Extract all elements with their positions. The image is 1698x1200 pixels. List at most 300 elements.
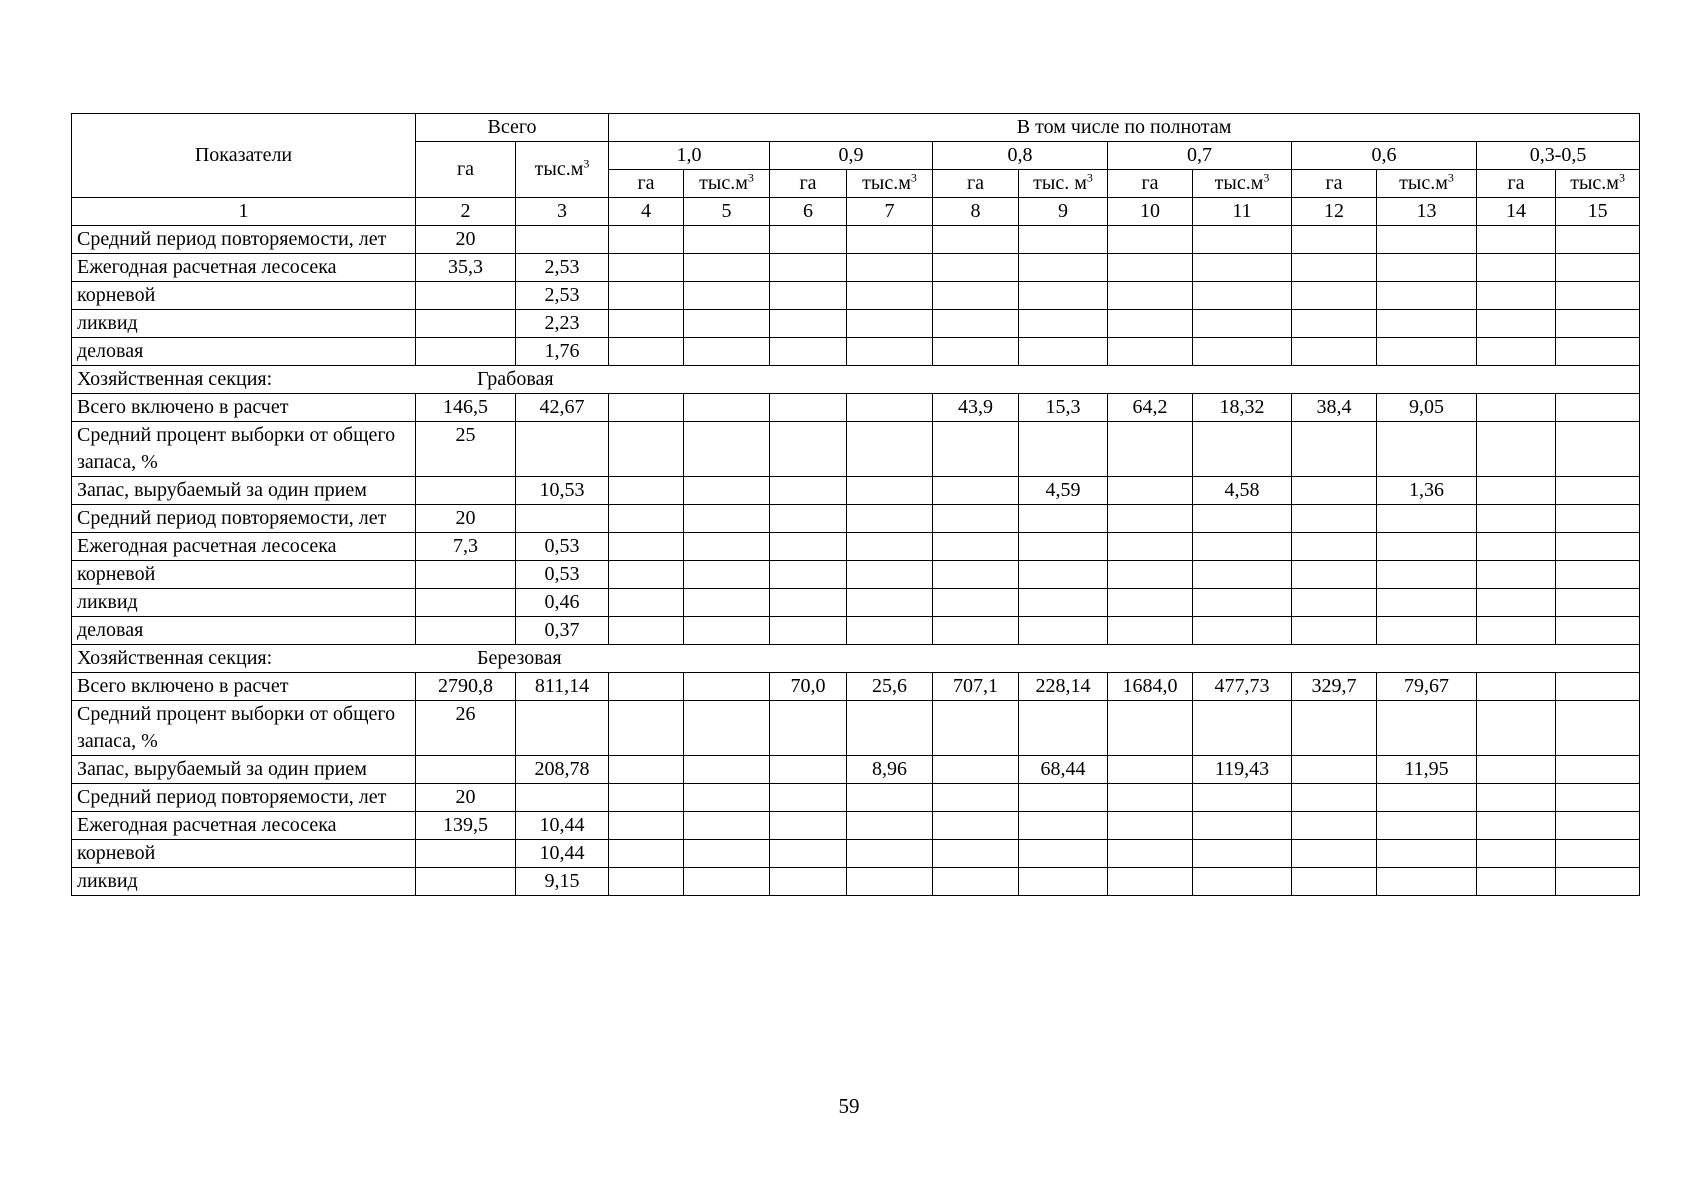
- table-cell: 2,23: [516, 310, 609, 338]
- table-cell: 9,15: [516, 868, 609, 896]
- table-row: [72, 673, 1640, 701]
- table-row: [72, 840, 1640, 868]
- table-cell: [416, 477, 516, 505]
- table-cell: [1377, 784, 1477, 812]
- section-name: Березовая: [477, 647, 562, 669]
- row-label: ликвид: [72, 868, 416, 896]
- table-cell: 10,44: [516, 812, 609, 840]
- subheader-volume: [1377, 170, 1477, 198]
- table-cell: [1556, 477, 1640, 505]
- row-label: Средний процент выборки от общего запаса, %: [72, 701, 416, 756]
- table-cell: [684, 756, 770, 784]
- page-number: 59: [838, 1094, 860, 1118]
- table-cell: [770, 868, 847, 896]
- table-cell: [770, 338, 847, 366]
- table-cell: [1193, 561, 1292, 589]
- subheader-volume: [1193, 170, 1292, 198]
- table-cell: [1108, 282, 1193, 310]
- table-cell: [1193, 282, 1292, 310]
- column-number: 8: [933, 198, 1019, 226]
- table-cell: [770, 701, 847, 756]
- table-cell: [684, 812, 770, 840]
- table-cell: 10,53: [516, 477, 609, 505]
- subheader-volume: [684, 170, 770, 198]
- table-row: [72, 784, 1640, 812]
- table-cell: [609, 533, 684, 561]
- table-row: [72, 422, 1640, 477]
- table-cell: [770, 533, 847, 561]
- table-row: [72, 226, 1640, 254]
- table-cell: [1377, 254, 1477, 282]
- header-unit-text: тыс.м: [699, 172, 748, 194]
- table-cell: 25: [416, 422, 516, 477]
- table-cell: [1477, 701, 1556, 756]
- table-cell: [1556, 784, 1640, 812]
- table-cell: [1193, 840, 1292, 868]
- table-cell: [1477, 394, 1556, 422]
- table-cell: [416, 840, 516, 868]
- table-cell: [416, 868, 516, 896]
- table-cell: [684, 422, 770, 477]
- table-cell: [933, 282, 1019, 310]
- row-label: Средний период повторяемости, лет: [72, 226, 416, 254]
- table-cell: [847, 868, 933, 896]
- table-cell: [847, 589, 933, 617]
- column-number: 6: [770, 198, 847, 226]
- table-cell: [1377, 561, 1477, 589]
- table-cell: [1556, 840, 1640, 868]
- table-cell: [770, 617, 847, 645]
- table-cell: [933, 756, 1019, 784]
- table-cell: 208,78: [516, 756, 609, 784]
- row-label: Ежегодная расчетная лесосека: [72, 533, 416, 561]
- table-cell: [609, 477, 684, 505]
- table-cell: [847, 422, 933, 477]
- table-cell: [847, 701, 933, 756]
- table-cell: 26: [416, 701, 516, 756]
- table-cell: [933, 561, 1019, 589]
- table-cell: [1193, 226, 1292, 254]
- table-cell: [847, 505, 933, 533]
- table-cell: 1684,0: [1108, 673, 1193, 701]
- table-cell: [1477, 561, 1556, 589]
- table-cell: [684, 617, 770, 645]
- table-cell: [516, 784, 609, 812]
- table-row: [72, 282, 1640, 310]
- table-cell: [1292, 784, 1377, 812]
- header-unit-text: тыс.м: [1214, 172, 1264, 194]
- table-cell: [933, 310, 1019, 338]
- column-number: 15: [1556, 198, 1640, 226]
- section-label: Хозяйственная секция:: [77, 368, 273, 390]
- table-cell: 35,3: [416, 254, 516, 282]
- subheader-volume: [1019, 170, 1108, 198]
- subheader-ha: га: [1292, 170, 1377, 198]
- table-cell: 42,67: [516, 394, 609, 422]
- row-label: Ежегодная расчетная лесосека: [72, 254, 416, 282]
- table-cell: [1292, 282, 1377, 310]
- header-unit-text: тыс.м: [1570, 172, 1619, 194]
- table-cell: [933, 868, 1019, 896]
- table-cell: [416, 589, 516, 617]
- table-cell: [1019, 701, 1108, 756]
- column-number: 7: [847, 198, 933, 226]
- table-cell: [684, 254, 770, 282]
- table-cell: [1556, 422, 1640, 477]
- table-cell: [933, 617, 1019, 645]
- table-cell: [684, 477, 770, 505]
- table-cell: [770, 812, 847, 840]
- unit-superscript: 3: [747, 170, 754, 185]
- table-row: [72, 310, 1640, 338]
- table-cell: [516, 701, 609, 756]
- table-cell: [609, 617, 684, 645]
- table-cell: [1477, 812, 1556, 840]
- header-unit-text: тыс.м: [1399, 172, 1448, 194]
- section-name: Грабовая: [477, 368, 554, 390]
- table-cell: [770, 589, 847, 617]
- table-cell: 43,9: [933, 394, 1019, 422]
- table-cell: [1292, 617, 1377, 645]
- table-cell: [1108, 812, 1193, 840]
- table-cell: [1377, 840, 1477, 868]
- table-cell: [1556, 310, 1640, 338]
- table-cell: [933, 840, 1019, 868]
- table-row: [72, 505, 1640, 533]
- table-cell: [933, 226, 1019, 254]
- row-label: Всего включено в расчет: [72, 394, 416, 422]
- table-cell: [684, 394, 770, 422]
- table-cell: [1556, 701, 1640, 756]
- table-cell: [1019, 282, 1108, 310]
- table-cell: 228,14: [1019, 673, 1108, 701]
- subheader-ha: га: [1108, 170, 1193, 198]
- table-row: [72, 617, 1640, 645]
- table-cell: [1019, 533, 1108, 561]
- table-cell: [684, 701, 770, 756]
- table-cell: 1,76: [516, 338, 609, 366]
- table-cell: [770, 394, 847, 422]
- table-cell: [609, 784, 684, 812]
- table-cell: [1108, 868, 1193, 896]
- table-cell: [684, 561, 770, 589]
- subheader-volume: [1556, 170, 1640, 198]
- table-cell: [609, 394, 684, 422]
- unit-superscript: 3: [583, 156, 590, 171]
- table-cell: [847, 254, 933, 282]
- section-header: [72, 366, 1640, 394]
- table-cell: 139,5: [416, 812, 516, 840]
- table-cell: [1108, 589, 1193, 617]
- table-cell: [684, 338, 770, 366]
- table-cell: [609, 254, 684, 282]
- table-cell: [770, 561, 847, 589]
- table-cell: [609, 282, 684, 310]
- row-label: деловая: [72, 617, 416, 645]
- column-number: 12: [1292, 198, 1377, 226]
- table-cell: [1019, 868, 1108, 896]
- table-cell: [1292, 868, 1377, 896]
- table-cell: [770, 422, 847, 477]
- table-cell: 15,3: [1019, 394, 1108, 422]
- table-cell: [1377, 226, 1477, 254]
- table-cell: [609, 310, 684, 338]
- table-cell: [1477, 784, 1556, 812]
- table-cell: [1019, 254, 1108, 282]
- table-cell: [1108, 254, 1193, 282]
- table-cell: [609, 868, 684, 896]
- table-cell: 477,73: [1193, 673, 1292, 701]
- table-cell: [1477, 226, 1556, 254]
- row-label: корневой: [72, 840, 416, 868]
- table-cell: 1,36: [1377, 477, 1477, 505]
- table-cell: [1019, 589, 1108, 617]
- table-cell: [1108, 310, 1193, 338]
- table-cell: [1377, 617, 1477, 645]
- table-cell: [684, 589, 770, 617]
- header-by-density: В том числе по полнотам: [609, 114, 1640, 142]
- table-cell: [1377, 868, 1477, 896]
- table-cell: [847, 338, 933, 366]
- table-cell: [684, 310, 770, 338]
- table-cell: [847, 477, 933, 505]
- table-cell: [1019, 338, 1108, 366]
- table-cell: [609, 561, 684, 589]
- table-cell: [1108, 533, 1193, 561]
- table-cell: 4,59: [1019, 477, 1108, 505]
- table-row: [72, 254, 1640, 282]
- table-cell: [609, 589, 684, 617]
- table-cell: 20: [416, 226, 516, 254]
- table-cell: [1108, 756, 1193, 784]
- table-cell: [1556, 617, 1640, 645]
- table-cell: [416, 282, 516, 310]
- section-header: [72, 645, 1640, 673]
- column-number: 5: [684, 198, 770, 226]
- table-cell: [1556, 254, 1640, 282]
- unit-superscript: 3: [1618, 170, 1625, 185]
- header-total: Всего: [416, 114, 609, 142]
- table-cell: [1477, 756, 1556, 784]
- subheader-ha: га: [933, 170, 1019, 198]
- unit-superscript: 3: [1086, 170, 1093, 185]
- table-cell: [416, 338, 516, 366]
- table-cell: 70,0: [770, 673, 847, 701]
- table-cell: [609, 673, 684, 701]
- table-cell: [1193, 617, 1292, 645]
- column-number: 10: [1108, 198, 1193, 226]
- table-cell: [1477, 533, 1556, 561]
- table-cell: [684, 673, 770, 701]
- table-cell: [1193, 338, 1292, 366]
- table-row: [72, 338, 1640, 366]
- subheader-ha: га: [609, 170, 684, 198]
- table-cell: [933, 533, 1019, 561]
- table-cell: [684, 784, 770, 812]
- table-cell: [1292, 310, 1377, 338]
- table-cell: [1377, 533, 1477, 561]
- table-cell: [1019, 840, 1108, 868]
- table-cell: [1477, 617, 1556, 645]
- table-cell: [770, 254, 847, 282]
- table-cell: [1193, 422, 1292, 477]
- table-cell: [1292, 226, 1377, 254]
- table-cell: [609, 840, 684, 868]
- table-cell: [933, 784, 1019, 812]
- table-cell: [1292, 756, 1377, 784]
- table-row: [72, 701, 1640, 756]
- table-cell: [1193, 701, 1292, 756]
- table-cell: [1108, 561, 1193, 589]
- table-cell: [1377, 812, 1477, 840]
- table-cell: [1556, 394, 1640, 422]
- table-cell: [1108, 617, 1193, 645]
- table-cell: [847, 561, 933, 589]
- table-cell: [1108, 338, 1193, 366]
- table-cell: [1108, 422, 1193, 477]
- table-cell: [1477, 505, 1556, 533]
- table-cell: 68,44: [1019, 756, 1108, 784]
- table-row: [72, 477, 1640, 505]
- column-number: 1: [72, 198, 416, 226]
- table-cell: [933, 589, 1019, 617]
- table-cell: [1108, 784, 1193, 812]
- row-label: ликвид: [72, 589, 416, 617]
- table-cell: 707,1: [933, 673, 1019, 701]
- header-density-0-9: 0,9: [770, 142, 933, 170]
- table-cell: [1108, 477, 1193, 505]
- table-cell: [1019, 505, 1108, 533]
- row-label: деловая: [72, 338, 416, 366]
- table-cell: [516, 422, 609, 477]
- table-cell: [1292, 254, 1377, 282]
- unit-superscript: 3: [1263, 170, 1270, 185]
- table-cell: 2,53: [516, 282, 609, 310]
- table-row: [72, 394, 1640, 422]
- table-cell: [416, 617, 516, 645]
- table-cell: 20: [416, 784, 516, 812]
- table-cell: [1193, 254, 1292, 282]
- table-cell: [1556, 505, 1640, 533]
- table-cell: [1019, 310, 1108, 338]
- row-label: Запас, вырубаемый за один прием: [72, 756, 416, 784]
- table-row: [72, 561, 1640, 589]
- table-cell: [847, 784, 933, 812]
- row-label: корневой: [72, 561, 416, 589]
- table-cell: [1477, 673, 1556, 701]
- table-cell: [1377, 701, 1477, 756]
- table-cell: [1556, 756, 1640, 784]
- table-cell: [1019, 422, 1108, 477]
- table-cell: [770, 756, 847, 784]
- table-cell: 79,67: [1377, 673, 1477, 701]
- table-cell: [770, 226, 847, 254]
- table-cell: [609, 338, 684, 366]
- header-density-0-7: 0,7: [1108, 142, 1292, 170]
- column-number: 9: [1019, 198, 1108, 226]
- table-cell: [1556, 226, 1640, 254]
- table-cell: [1477, 477, 1556, 505]
- table-cell: 2,53: [516, 254, 609, 282]
- section-label: Хозяйственная секция:: [77, 647, 273, 669]
- table-cell: [1108, 840, 1193, 868]
- table-cell: [847, 226, 933, 254]
- table-cell: 2790,8: [416, 673, 516, 701]
- column-number: 3: [516, 198, 609, 226]
- table-cell: [1477, 868, 1556, 896]
- table-cell: [609, 812, 684, 840]
- table-cell: [684, 226, 770, 254]
- table-cell: [1019, 784, 1108, 812]
- header-total-ha: га: [416, 142, 516, 198]
- table-cell: [1292, 701, 1377, 756]
- table-cell: [1019, 561, 1108, 589]
- table-cell: 11,95: [1377, 756, 1477, 784]
- table-cell: [516, 226, 609, 254]
- table-cell: [1019, 812, 1108, 840]
- header-indicators: Показатели: [72, 114, 416, 198]
- table-cell: [1193, 310, 1292, 338]
- table-cell: [770, 840, 847, 868]
- table-cell: [416, 561, 516, 589]
- row-label: Средний период повторяемости, лет: [72, 505, 416, 533]
- table-cell: [1292, 477, 1377, 505]
- table-cell: [770, 310, 847, 338]
- header-unit-text: тыс. м: [1033, 172, 1087, 194]
- table-cell: [1193, 868, 1292, 896]
- table-cell: [684, 533, 770, 561]
- subheader-ha: га: [770, 170, 847, 198]
- table-cell: 9,05: [1377, 394, 1477, 422]
- row-label: Средний период повторяемости, лет: [72, 784, 416, 812]
- table-row: [72, 756, 1640, 784]
- table-cell: [1193, 784, 1292, 812]
- table-cell: [1108, 701, 1193, 756]
- table-cell: [1377, 589, 1477, 617]
- table-cell: [933, 338, 1019, 366]
- table-row: [72, 812, 1640, 840]
- table-cell: [1556, 533, 1640, 561]
- header-density-0-3-0-5: 0,3-0,5: [1477, 142, 1640, 170]
- table-cell: [1556, 673, 1640, 701]
- table-cell: [770, 282, 847, 310]
- table-cell: [1292, 533, 1377, 561]
- column-number: 4: [609, 198, 684, 226]
- table-cell: [516, 505, 609, 533]
- table-cell: [1292, 422, 1377, 477]
- row-label: Ежегодная расчетная лесосека: [72, 812, 416, 840]
- table-cell: [1292, 338, 1377, 366]
- table-cell: [1292, 561, 1377, 589]
- table-cell: [684, 840, 770, 868]
- table-cell: 20: [416, 505, 516, 533]
- table-row: [72, 589, 1640, 617]
- row-label: Средний процент выборки от общего запаса, %: [72, 422, 416, 477]
- table-cell: [609, 756, 684, 784]
- table-cell: 38,4: [1292, 394, 1377, 422]
- table-cell: [684, 282, 770, 310]
- table-cell: [1377, 505, 1477, 533]
- table-cell: [847, 282, 933, 310]
- table-cell: [1556, 589, 1640, 617]
- table-cell: [1556, 561, 1640, 589]
- table-cell: [1377, 422, 1477, 477]
- table-row: [72, 533, 1640, 561]
- table-cell: [1377, 338, 1477, 366]
- table-cell: [1108, 505, 1193, 533]
- table-cell: [847, 840, 933, 868]
- table-cell: [1019, 226, 1108, 254]
